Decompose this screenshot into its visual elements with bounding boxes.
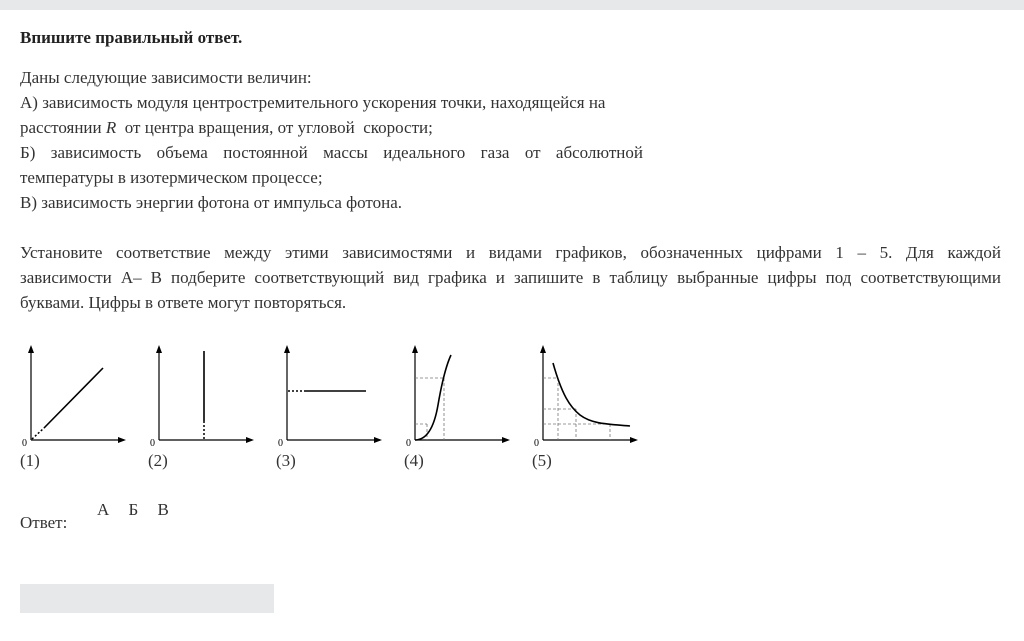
task-title: Впишите правильный ответ. [20, 28, 243, 47]
graph-1 [20, 343, 130, 448]
item-a-line2-post: от центра вращения, от угловой скорости; [116, 118, 433, 137]
task-statement [20, 65, 643, 215]
graph-2-origin: 0 [150, 438, 155, 449]
task-intro: Даны следующие зависимости величин: [20, 68, 312, 87]
graph-label-5: (5) [532, 451, 552, 470]
graph-3 [276, 343, 386, 448]
answer-letter-b: Б [128, 500, 139, 519]
graph-label-3: (3) [276, 451, 296, 470]
instruction-line3: буквами. Цифры в ответе могут повторяться. [20, 293, 347, 312]
item-b-line2: температуры в изотермическом процессе; [20, 168, 323, 187]
item-a-line2 [20, 115, 643, 140]
instruction-line1: Установите соответствие между этими зависимостями и видами графиков, обозначенных цифрами 1 – 5. Для каждой [20, 243, 1001, 262]
task-instruction [20, 240, 1001, 315]
graph-2 [148, 343, 258, 448]
item-c: В) зависимость энергии фотона от импульса фотона. [20, 193, 403, 212]
answer-label: Ответ: [20, 513, 68, 532]
graph-label-2: (2) [148, 451, 168, 470]
graph-3-origin: 0 [278, 438, 283, 449]
item-a-variable: R [105, 118, 117, 137]
graph-5 [532, 343, 642, 448]
graph-5-origin: 0 [534, 438, 539, 449]
instruction-line2: зависимости А– В подберите соответствующий вид графика и запишите в таблицу выбранные цифры под соответствующими [20, 268, 1001, 287]
answer-letters [97, 500, 184, 520]
top-bar [0, 0, 1024, 10]
graph-1-origin: 0 [22, 438, 27, 449]
graph-4 [404, 343, 514, 448]
answer-letter-c: В [157, 500, 169, 519]
item-a-line2-pre: расстоянии [20, 118, 106, 137]
graph-label-1: (1) [20, 451, 40, 470]
graph-4-origin: 0 [406, 438, 411, 449]
answer-input[interactable] [20, 584, 274, 613]
item-a-line1: А) зависимость модуля центростремительного ускорения точки, находящейся на [20, 93, 606, 112]
answer-letter-a: А [97, 500, 110, 519]
graph-label-4: (4) [404, 451, 424, 470]
item-b-line1: Б) зависимость объема постоянной массы идеального газа от абсолютной [20, 143, 643, 162]
